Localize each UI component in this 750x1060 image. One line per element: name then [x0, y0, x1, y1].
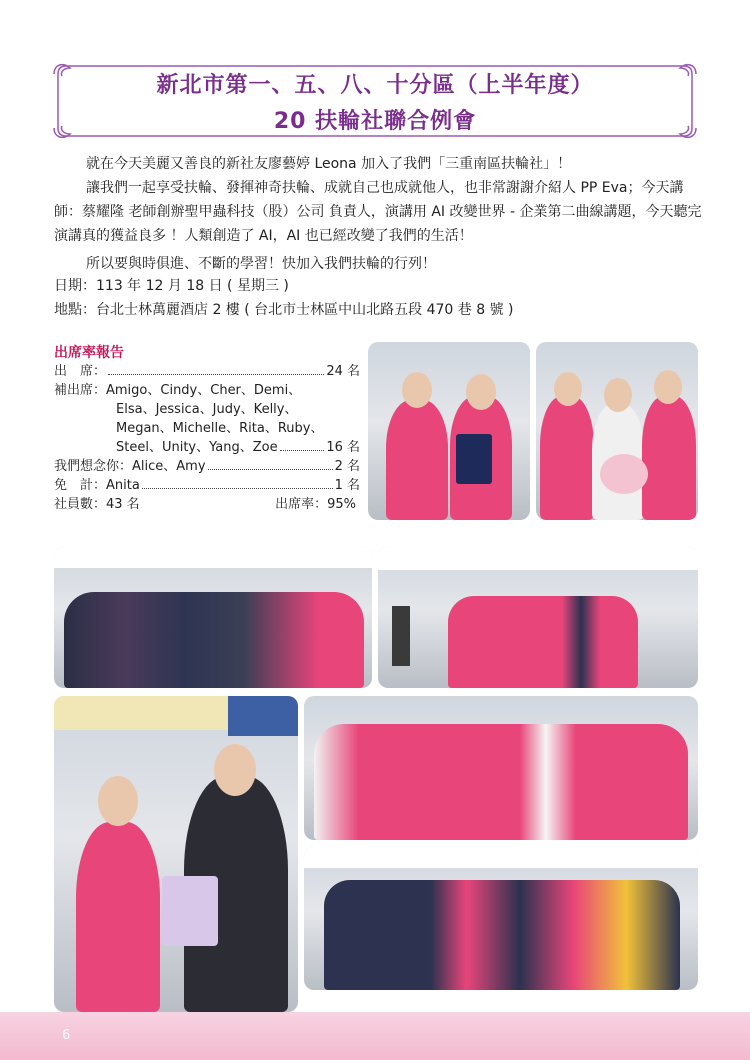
attendance-rate: 出席率：95%	[275, 497, 356, 512]
leader-dots	[280, 450, 325, 451]
paragraph-1: 就在今天美麗又善良的新社友廖藝婷 Leona 加入了我們「三重南區扶輪社」！	[86, 156, 572, 172]
makeup-line-4: Steel、Unity、Yang、Zoe	[116, 440, 278, 455]
photo-group-pink-jackets	[378, 546, 698, 688]
meeting-place: 地點：台北士林萬麗酒店 2 樓 ( 台北市士林區中山北路五段 470 巷 8 號 )	[54, 302, 514, 318]
attendance-report	[54, 362, 360, 514]
title-line-2: 20 扶輪社聯合例會	[273, 109, 477, 134]
miss-label: 我們想念你：Alice、Amy	[54, 459, 206, 474]
exempt-row	[54, 476, 360, 495]
leader-dots	[208, 469, 333, 470]
page-number: 6	[62, 1028, 71, 1043]
makeup-value: 16 名	[326, 440, 360, 455]
photo-two-women	[368, 342, 530, 520]
miss-value: 2 名	[334, 459, 360, 474]
meeting-date: 日期：113 年 12 月 18 日 ( 星期三 )	[54, 278, 289, 294]
makeup-line-1: 補出席：Amigo、Cindy、Cher、Demi、	[54, 383, 302, 398]
photo-gift-exchange	[54, 696, 298, 1012]
present-row	[54, 362, 360, 381]
body-text	[54, 152, 704, 276]
paragraph-2: 讓我們一起享受扶輪、發揮神奇扶輪、成就自己也成就他人，也非常謝謝介紹人 PP Eva；今天講師：蔡耀隆 老師創辦聖甲蟲科技（股）公司 負責人，演講用 AI 改變世界 - 企業第二曲線講題，今天聽完演講真的獲益良多 ！人類創造了 AI，AI 也已經改變了我們的生活！	[54, 180, 702, 244]
footer-band	[0, 1012, 750, 1060]
paragraph-3: 所以要與時俱進、不斷的學習！快加入我們扶輪的行列！	[86, 256, 436, 272]
present-value: 24 名	[326, 364, 360, 379]
makeup-row	[54, 438, 360, 457]
attendance-title: 出席率報告	[54, 345, 124, 361]
title-line-1: 新北市第一、五、八、十分區（上半年度）	[156, 73, 594, 98]
makeup-line-3: Megan、Michelle、Rita、Ruby、	[116, 421, 324, 436]
miss-row	[54, 457, 360, 476]
summary-row	[54, 495, 360, 514]
member-count: 社員數：43 名	[54, 497, 140, 512]
photo-ladies-balloons	[304, 696, 698, 840]
exempt-value: 1 名	[334, 478, 360, 493]
leader-dots	[142, 488, 333, 489]
exempt-label: 免 計：Anita	[54, 478, 140, 493]
makeup-line-2: Elsa、Jessica、Judy、Kelly、	[116, 402, 298, 417]
present-label: 出 席：	[54, 364, 107, 379]
photo-large-group	[304, 846, 698, 990]
photo-group-speakers	[54, 546, 372, 688]
title-frame	[52, 60, 698, 142]
leader-dots	[108, 374, 324, 375]
photo-three-women	[536, 342, 698, 520]
